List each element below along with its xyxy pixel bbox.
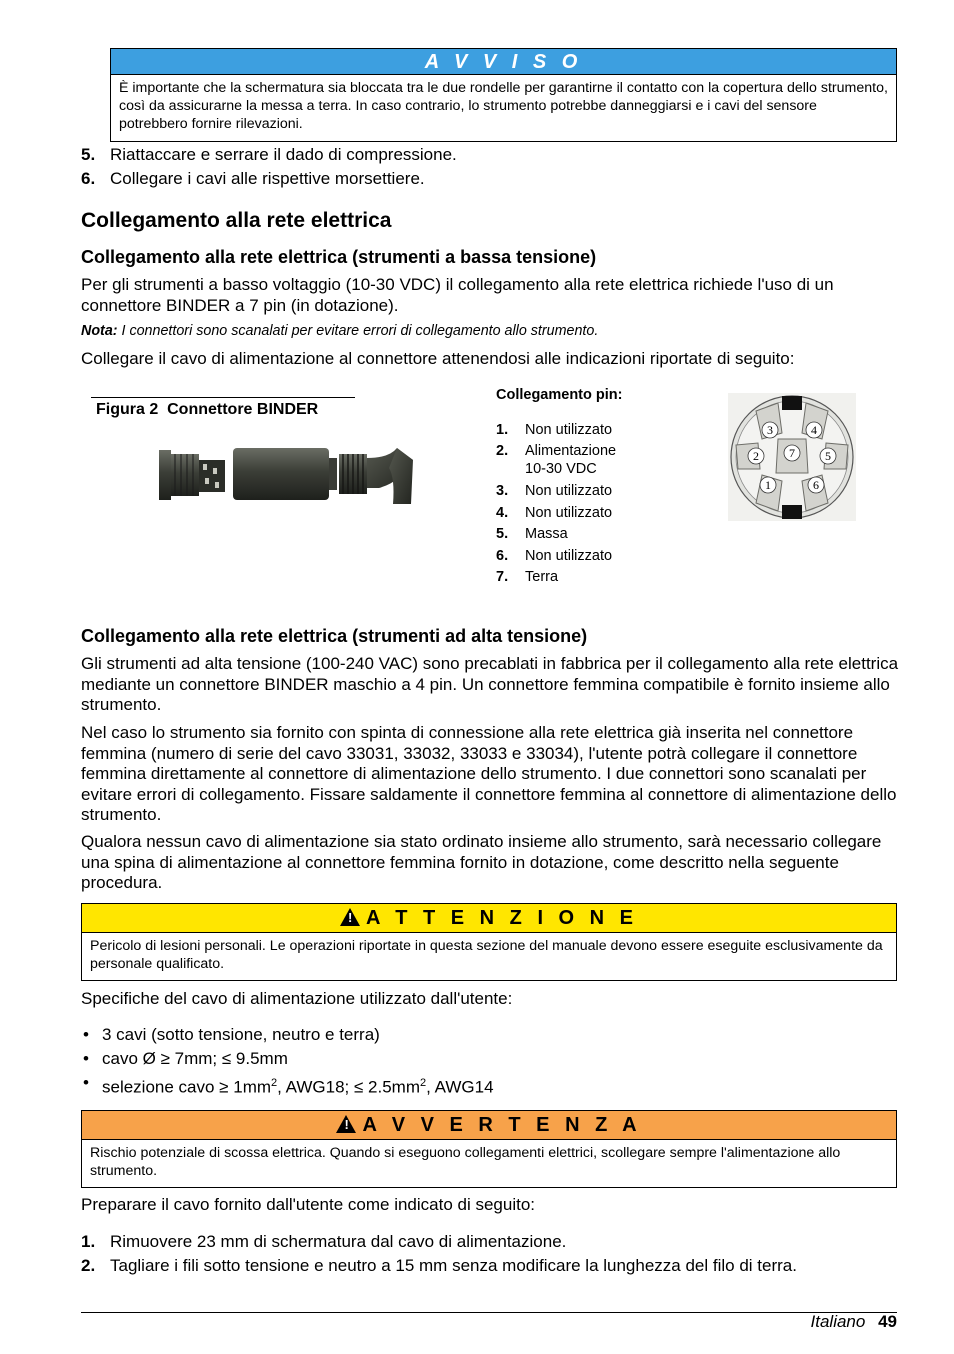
warning-box — [81, 1110, 897, 1188]
pin-diagram-label: 2 — [753, 449, 759, 463]
pin-diagram-label: 3 — [767, 423, 773, 437]
warning-text: Rischio potenziale di scossa elettrica. Quando si eseguono collegamenti elettrici, scollegare sempre l'alimentazione allo strumento. — [90, 1145, 841, 1179]
pin-diagram-label: 4 — [811, 423, 817, 437]
spec-intro: Specifiche del cavo di alimentazione utilizzato dall'utente: — [81, 989, 513, 1008]
spec-text: selezione cavo ≥ $1mm^2$, AWG18; ≤ $2.5mm^2$, AWG14 — [102, 1077, 494, 1097]
step-text: Riattaccare e serrare il dado di compressione. — [110, 145, 457, 164]
pin-number: 3. — [496, 483, 509, 499]
bullet: • — [83, 1049, 89, 1068]
pin-label: Non utilizzato — [525, 483, 613, 499]
footer — [600, 1312, 897, 1332]
note-text: I connettori sono scanalati per evitare errori di collegamento allo strumento. — [121, 323, 599, 339]
pin-title: Collegamento pin: — [496, 387, 623, 403]
step-text: Rimuovere 23 mm di schermatura dal cavo di alimentazione. — [110, 1232, 567, 1251]
pin-diagram — [728, 393, 856, 521]
caution-box — [81, 903, 897, 981]
pin-number: 2. — [496, 443, 509, 459]
pin-number: 7. — [496, 569, 509, 585]
pin-diagram-label: 6 — [813, 478, 819, 492]
figure-caption: Figura 2 Connettore BINDER — [96, 401, 319, 418]
pin-number: 6. — [496, 548, 509, 564]
high-voltage-paragraph-2: Nel caso lo strumento sia fornito con spinta di connessione alla rete elettrica già inserita nel connettore femmina (numero di serie del cavo 33031, 33032, 33033 e 33034), l'utente potrà collegare il connettore femmina direttamente al connettore di alimentazione dello strumento. I due connettori sono scanalati per evitare errori di collegamento. Fissare saldamente il connettore femmina al connettore di alimentazione dello strumento. — [81, 723, 897, 824]
step-number: 5. — [81, 145, 96, 164]
step-number: 6. — [81, 169, 96, 188]
bullet: • — [83, 1073, 89, 1092]
high-voltage-paragraph-1: Gli strumenti ad alta tensione (100-240 VAC) sono precablati in fabbrica per il collegamento alla rete elettrica mediante un connettore BINDER maschio a 4 pin. Un connettore femmina compatibile è fornito insieme allo strumento. — [81, 654, 899, 714]
notice-title: A V V I S O — [111, 49, 896, 75]
step-number: 2. — [81, 1256, 96, 1275]
pin-label: Alimentazione — [525, 443, 617, 459]
pin-label: Non utilizzato — [525, 505, 613, 521]
spec-list — [81, 1025, 901, 1097]
caution-header — [82, 904, 896, 933]
list-item — [81, 1049, 901, 1073]
prep-intro: Preparare il cavo fornito dall'utente come indicato di seguito: — [81, 1195, 536, 1214]
step-number: 1. — [81, 1232, 96, 1251]
warning-triangle-icon — [340, 908, 360, 926]
bullet: • — [83, 1025, 89, 1044]
page-number: 49 — [878, 1312, 897, 1331]
pin-label-line2: 10-30 VDC — [525, 461, 597, 477]
pin-number: 5. — [496, 526, 509, 542]
warning-title: A V V E R T E N Z A — [362, 1114, 642, 1136]
pin-number: 4. — [496, 505, 509, 521]
pin-label: Non utilizzato — [525, 548, 613, 564]
pin-diagram-label: 5 — [825, 449, 831, 463]
footer-language: Italiano — [810, 1312, 866, 1331]
step-text: Tagliare i fili sotto tensione e neutro a 15 mm senza modificare la lunghezza del filo di terra. — [110, 1256, 797, 1275]
spec-text: 3 cavi (sotto tensione, neutro e terra) — [102, 1025, 380, 1044]
notice-text: È importante che la schermatura sia bloccata tra le due rondelle per garantirne il contatto con la copertura dello strumento, così da assicurarne la messa a terra. In caso contrario, lo strumento potrebbe danneggiarsi e i cavi del sensore potrebbero fornire rilevazioni. — [119, 80, 888, 132]
caution-title: A T T E N Z I O N E — [365, 907, 639, 929]
main-heading: Collegamento alla rete elettrica — [81, 209, 392, 232]
step-text: Collegare i cavi alle rispettive morsettiere. — [110, 169, 425, 188]
warning-triangle-icon — [336, 1115, 356, 1133]
binder-connector-image — [157, 438, 415, 508]
note-label: Nota: — [81, 323, 118, 339]
pin-diagram-label: 1 — [765, 478, 771, 492]
pin-number: 1. — [496, 422, 509, 438]
figure-rule — [91, 397, 355, 398]
list-item — [81, 1025, 901, 1049]
pin-label: Massa — [525, 526, 568, 542]
high-voltage-heading: Collegamento alla rete elettrica (strumenti ad alta tensione) — [81, 626, 588, 646]
high-voltage-paragraph-3: Qualora nessun cavo di alimentazione sia stato ordinato insieme allo strumento, sarà necessario collegare una spina di alimentazione al connettore femmina fornito in dotazione, come descritto nella seguente procedura. — [81, 832, 882, 892]
low-voltage-heading: Collegamento alla rete elettrica (strumenti a bassa tensione) — [81, 247, 597, 267]
spec-text: cavo Ø ≥ 7mm; ≤ 9.5mm — [102, 1049, 288, 1068]
low-voltage-paragraph: Per gli strumenti a basso voltaggio (10-30 VDC) il collegamento alla rete elettrica richiede l'uso di un connettore BINDER a 7 pin (in dotazione). — [81, 275, 834, 315]
warning-header — [82, 1111, 896, 1140]
low-voltage-intro: Collegare il cavo di alimentazione al connettore attenendosi alle indicazioni riportate di seguito: — [81, 349, 795, 368]
pin-label: Terra — [525, 569, 559, 585]
list-item — [81, 1073, 901, 1097]
pin-diagram-label: 7 — [789, 446, 795, 460]
pin-label: Non utilizzato — [525, 422, 613, 438]
notice-box — [110, 48, 897, 142]
note — [81, 323, 598, 339]
caution-text: Pericolo di lesioni personali. Le operazioni riportate in questa sezione del manuale devono essere eseguite esclusivamente da personale qualificato. — [90, 938, 883, 972]
